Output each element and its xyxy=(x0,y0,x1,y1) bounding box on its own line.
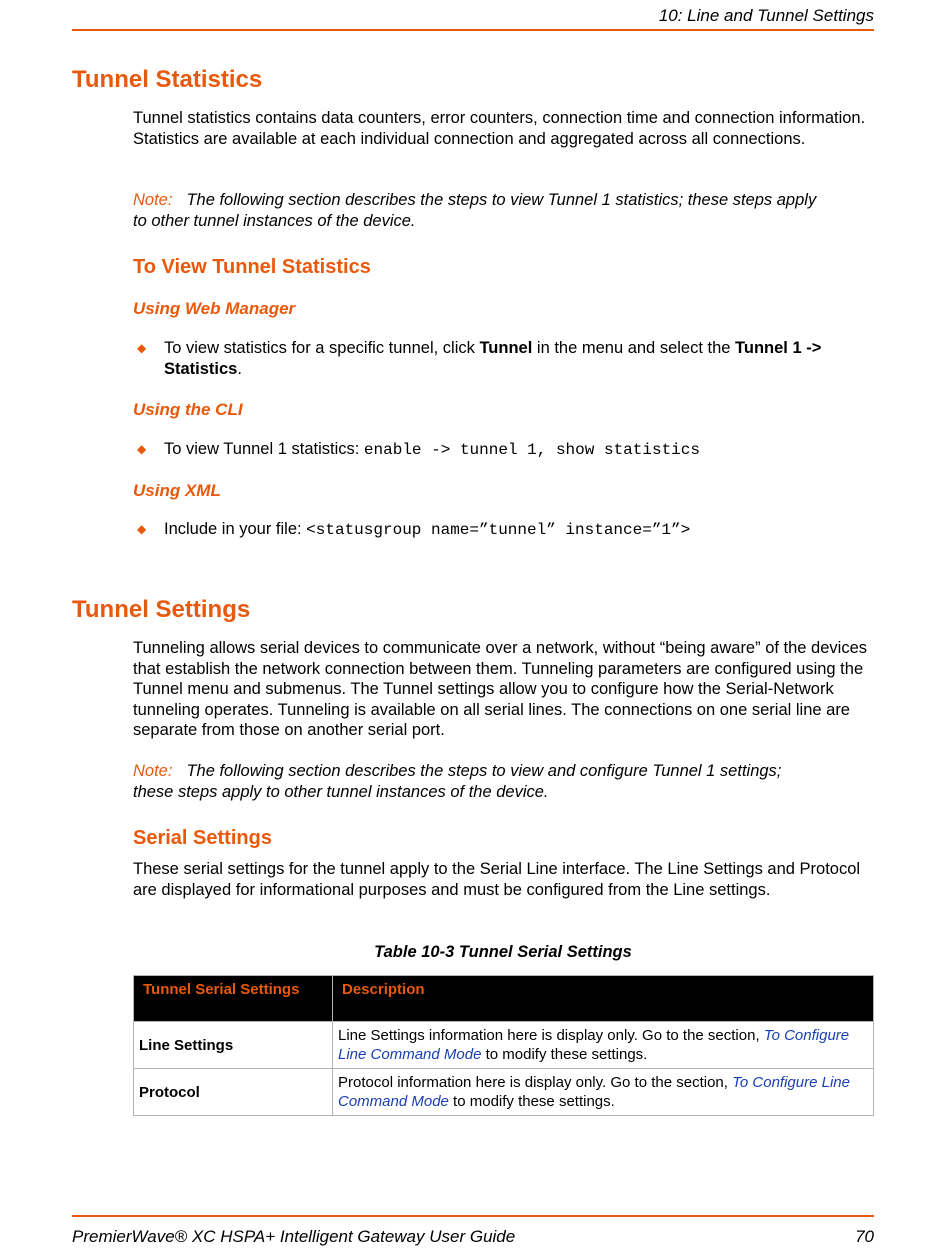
bullet-cli xyxy=(133,439,873,461)
bullet-text: To view Tunnel 1 statistics: enable -> tunnel 1, show statistics xyxy=(164,440,700,459)
section-heading-tunnel-settings: Tunnel Settings xyxy=(72,596,251,623)
bullet-diamond-icon: ◆ xyxy=(137,341,147,355)
heading-using-cli: Using the CLI xyxy=(133,400,243,419)
xml-code: <statusgroup name=”tunnel” instance=”1”> xyxy=(306,521,691,539)
tunnel-settings-note xyxy=(133,761,823,802)
table-row xyxy=(134,1022,874,1069)
tunnel-settings-intro: Tunneling allows serial devices to communicate over a network, without “being aware” of the devices that establish the network connection between them. Tunneling parameters are configured using the Tunnel menu and submenus. The Tunnel settings allow you to configure how the Serial-Network tunneling operates. Tunneling is available on all serial lines. The connections on one serial line are separate from those on another serial port. xyxy=(133,639,868,739)
table-header-description: Description xyxy=(333,976,874,1022)
bullet-diamond-icon: ◆ xyxy=(137,442,147,456)
cli-command: enable -> tunnel 1, show statistics xyxy=(363,441,700,459)
subheading-serial-settings: Serial Settings xyxy=(133,827,272,849)
note-label: Note: xyxy=(133,762,173,780)
subheading-view-tunnel-statistics: To View Tunnel Statistics xyxy=(133,256,371,278)
row-name: Line Settings xyxy=(134,1022,333,1069)
table-row xyxy=(134,1069,874,1116)
table-header-name: Tunnel Serial Settings xyxy=(134,976,333,1022)
header-rule xyxy=(72,29,874,31)
cross-reference-link[interactable]: To Configure Line Command Mode xyxy=(338,1074,850,1110)
bullet-diamond-icon: ◆ xyxy=(137,522,147,536)
serial-settings-text: These serial settings for the tunnel apply to the Serial Line interface. The Line Settings and Protocol are displayed for informational purposes and must be configured from the Line settings. xyxy=(133,860,861,899)
heading-using-web-manager: Using Web Manager xyxy=(133,299,296,318)
page-number: 70 xyxy=(855,1227,874,1246)
section-heading-tunnel-statistics: Tunnel Statistics xyxy=(72,66,263,93)
tunnel-statistics-note xyxy=(133,190,833,231)
bullet-web-manager xyxy=(133,338,873,380)
row-description: Protocol information here is display only. Go to the section, To Configure Line Command Mode to modify these settings. xyxy=(333,1069,874,1116)
footer-title: PremierWave® XC HSPA+ Intelligent Gateway User Guide xyxy=(72,1227,516,1246)
row-description: Line Settings information here is display only. Go to the section, To Configure Line Command Mode to modify these settings. xyxy=(333,1022,874,1069)
running-header: 10: Line and Tunnel Settings xyxy=(658,6,874,25)
table-caption: Table 10-3 Tunnel Serial Settings xyxy=(374,943,632,961)
row-name: Protocol xyxy=(134,1069,333,1116)
cross-reference-link[interactable]: To Configure Line Command Mode xyxy=(338,1027,850,1063)
bullet-xml xyxy=(133,519,873,541)
note-text: The following section describes the steps to view and configure Tunnel 1 settings; these steps apply to other tunnel instances of the device. xyxy=(133,762,782,801)
bullet-text: To view statistics for a specific tunnel, click Tunnel in the menu and select the Tunnel 1 -> Statistics. xyxy=(164,339,822,378)
note-text: The following section describes the steps to view Tunnel 1 statistics; these steps apply to other tunnel instances of the device. xyxy=(133,191,817,230)
bullet-text: Include in your file: <statusgroup name=”tunnel” instance=”1”> xyxy=(164,520,691,539)
footer-rule xyxy=(72,1215,874,1217)
tunnel-serial-settings-table xyxy=(133,975,874,1116)
heading-using-xml: Using XML xyxy=(133,481,221,500)
tunnel-statistics-intro: Tunnel statistics contains data counters, error counters, connection time and connection information. Statistics are available at each individual connection and aggregated across all connections. xyxy=(133,109,866,148)
note-label: Note: xyxy=(133,191,173,209)
